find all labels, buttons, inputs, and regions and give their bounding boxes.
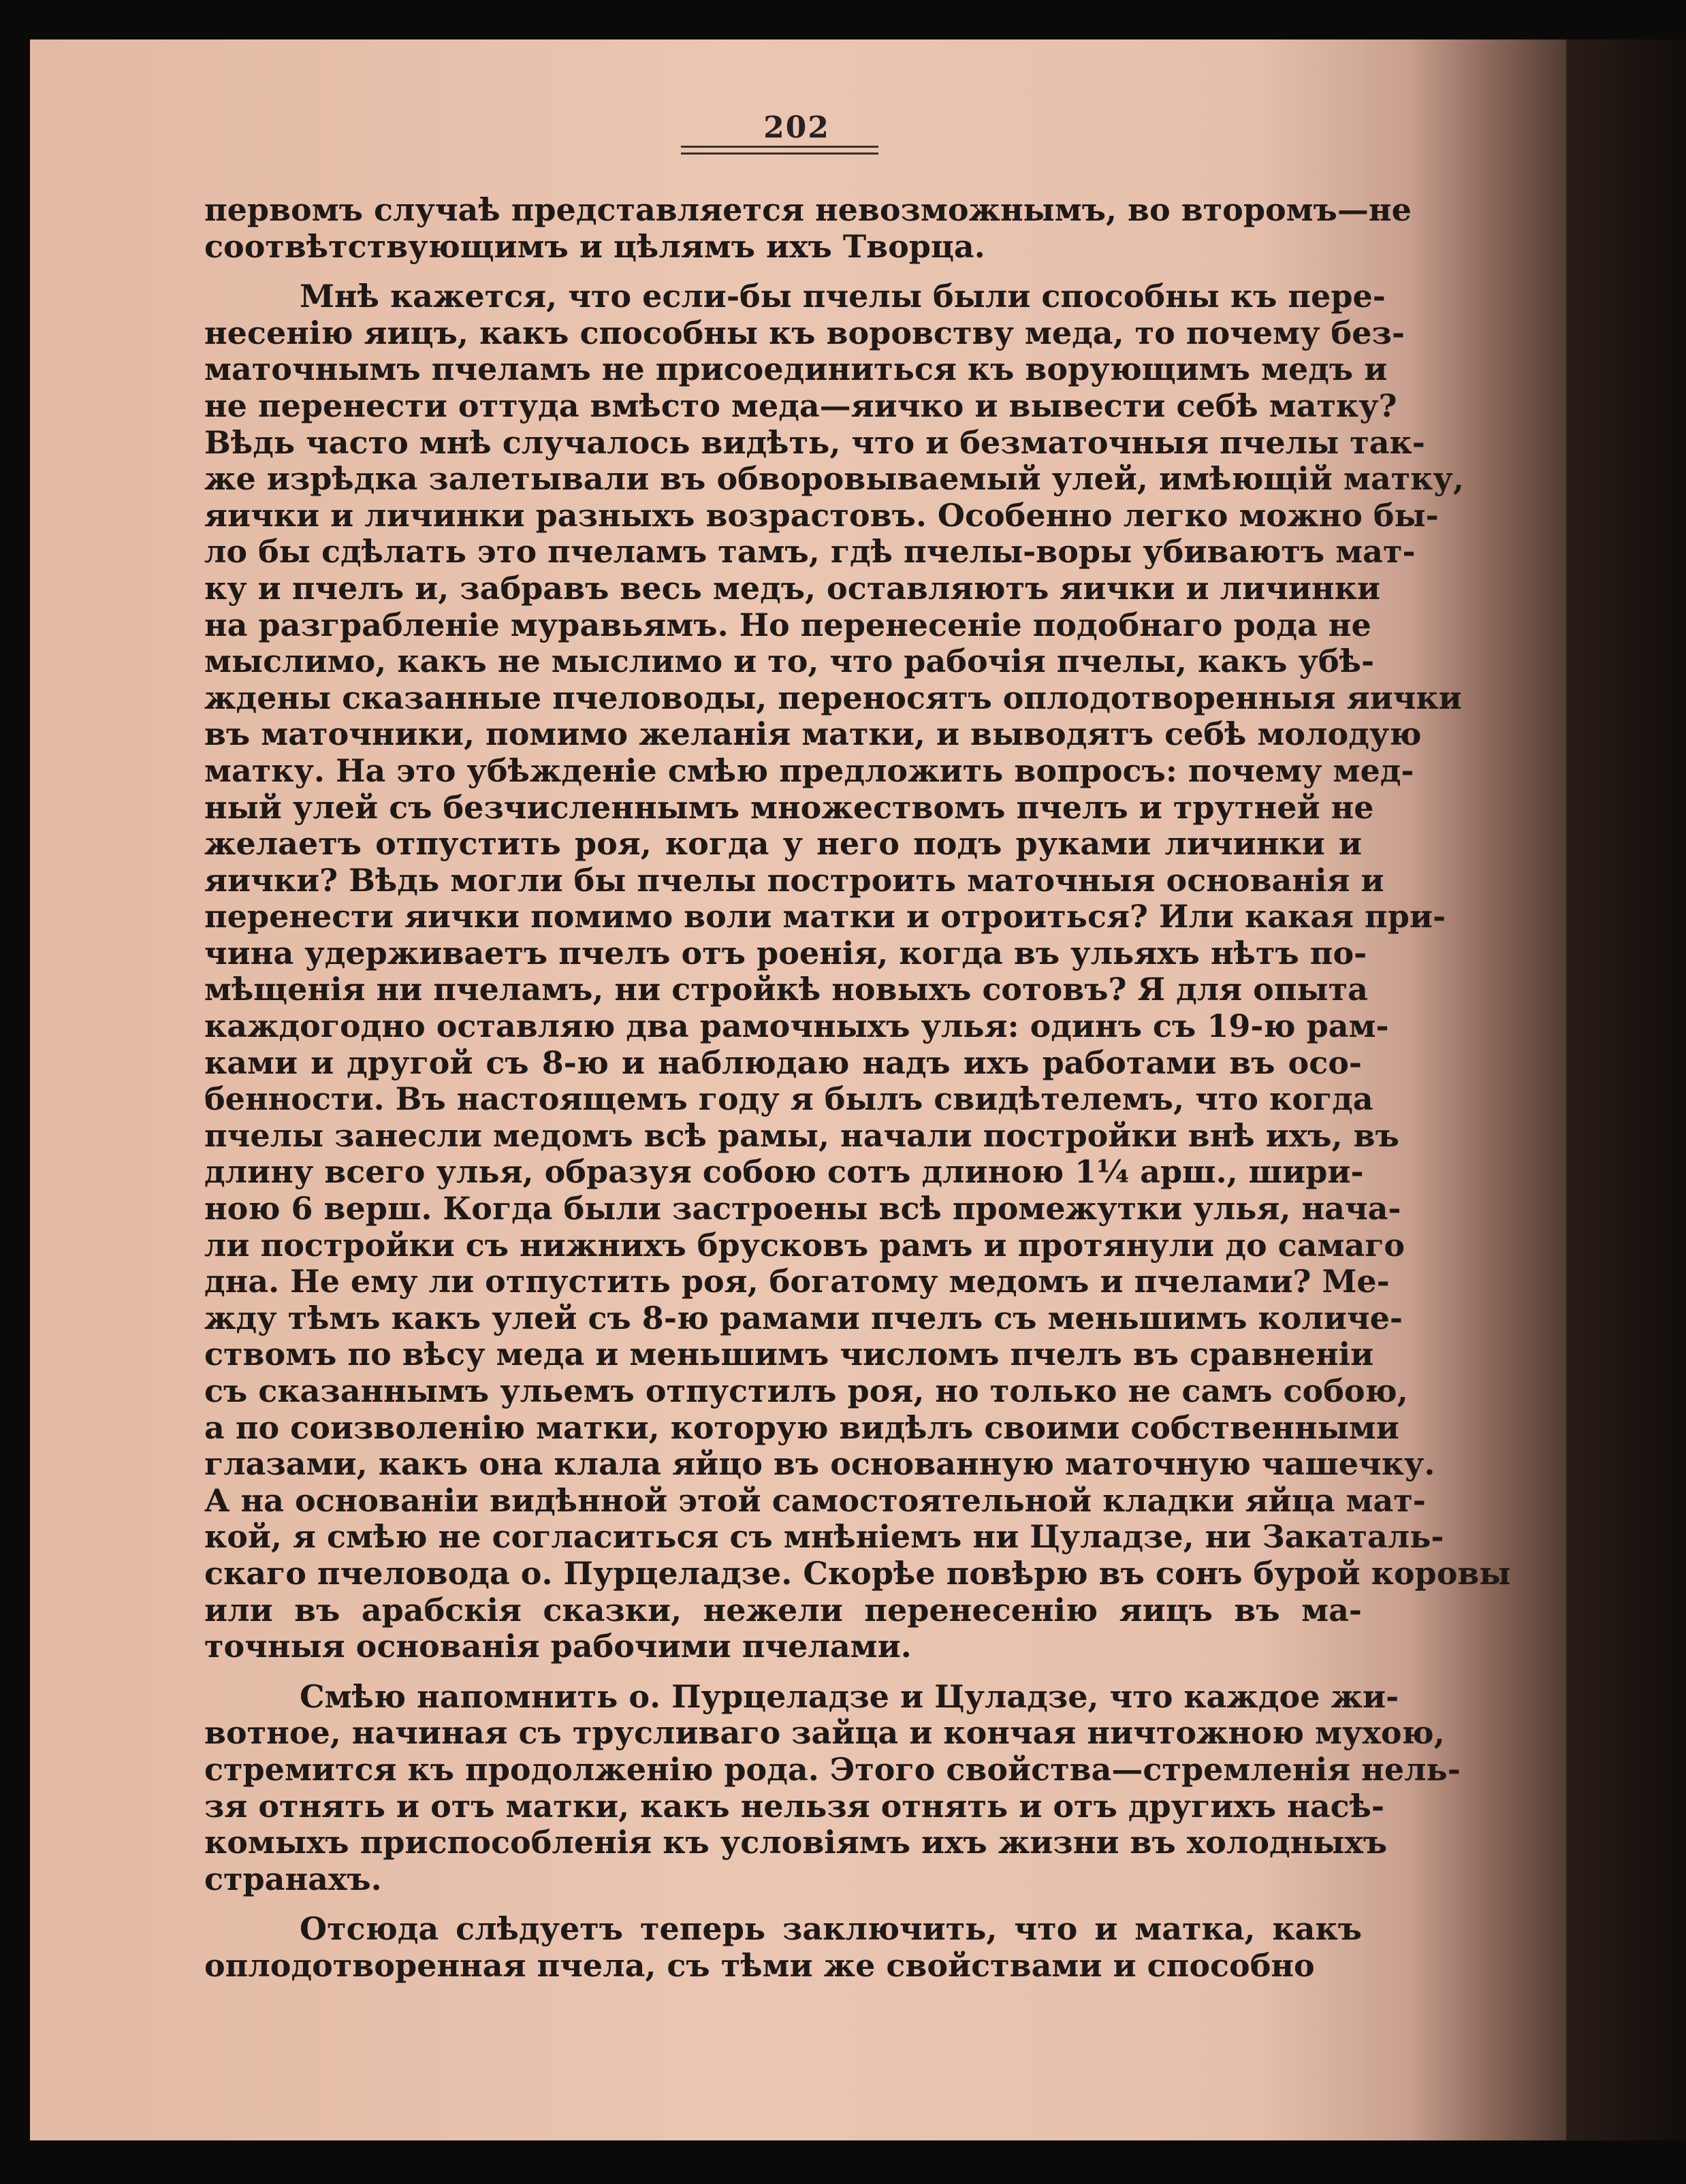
text-line: мѣщенія ни пчеламъ, ни стройкѣ новыхъ сотовъ? Я для опыта	[204, 971, 1368, 1008]
paragraph-gap	[204, 1665, 1362, 1679]
text-line: Смѣю напомнить о. Пурцеладзе и Цуладзе, что каждое жи-	[300, 1677, 1399, 1715]
text-line: скаго пчеловода о. Пурцеладзе. Скорѣе повѣрю въ сонъ бурой коровы	[204, 1554, 1511, 1592]
text-line: жду тѣмъ какъ улей съ 8-ю рамами пчелъ съ меньшимъ количе-	[204, 1299, 1403, 1336]
text-line: мыслимо, какъ не мыслимо и то, что рабочія пчелы, какъ убѣ-	[204, 643, 1375, 680]
paragraph	[204, 1911, 1362, 1984]
text-line: ку и пчелъ и, забравъ весь медъ, оставляютъ яички и личинки	[204, 569, 1380, 607]
paragraph	[204, 278, 1511, 1665]
text-line: или въ арабскія сказки, нежели перенесенію яицъ въ ма-	[204, 1591, 1362, 1628]
text-line: Мнѣ кажется, что если-бы пчелы были способны къ пере-	[300, 278, 1386, 315]
text-line: точныя основанія рабочими пчелами.	[204, 1628, 912, 1665]
text-line: въ маточники, помимо желанія матки, и выводятъ себѣ молодую	[204, 716, 1422, 753]
text-line: Вѣдь часто мнѣ случалось видѣть, что и безматочныя пчелы так-	[204, 423, 1425, 461]
text-line: ждены сказанные пчеловоды, переносятъ оплодотворенныя яички	[204, 679, 1462, 716]
text-line: же изрѣдка залетывали въ обворовываемый улей, имѣющій матку,	[204, 460, 1464, 498]
text-line: оплодотворенная пчела, съ тѣми же свойствами и способно	[204, 1946, 1315, 1984]
text-line: бенности. Въ настоящемъ году я былъ свидѣтелемъ, что когда	[204, 1080, 1373, 1118]
paragraph	[204, 1677, 1461, 1898]
text-line: ками и другой съ 8-ю и наблюдаю надъ ихъ работами въ осо-	[204, 1044, 1362, 1081]
text-line: комыхъ приспособленія къ условіямъ ихъ жизни въ холодныхъ	[204, 1824, 1388, 1861]
text-line: кой, я смѣю не согласиться съ мнѣніемъ ни Цуладзе, ни Закаталь-	[204, 1518, 1444, 1556]
text-line: вотное, начиная съ трусливаго зайца и кончая ничтожною мухою,	[204, 1714, 1445, 1752]
text-line: ствомъ по вѣсу меда и меньшимъ числомъ пчелъ въ сравненіи	[204, 1336, 1374, 1373]
text-line: матку. На это убѣжденіе смѣю предложить вопросъ: почему мед-	[204, 752, 1414, 789]
text-line: А на основаніи видѣнной этой самостоятельной кладки яйца мат-	[204, 1481, 1426, 1519]
paragraph-gap	[204, 1897, 1362, 1911]
paragraph-gap	[204, 265, 1362, 278]
text-line: соотвѣтствующимъ и цѣлямъ ихъ Творца.	[204, 227, 985, 265]
text-line: яички и личинки разныхъ возрастовъ. Особенно легко можно бы-	[204, 496, 1439, 534]
text-line: ною 6 верш. Когда были застроены всѣ промежутки улья, нача-	[204, 1190, 1401, 1227]
text-line: не перенести оттуда вмѣсто меда—яичко и вывести себѣ матку?	[204, 387, 1397, 424]
text-line: несенію яицъ, какъ способны къ воровству меда, то почему без-	[204, 314, 1405, 351]
text-line: яички? Вѣдь могли бы пчелы построить маточныя основанія и	[204, 861, 1384, 899]
text-line: ло бы сдѣлать это пчеламъ тамъ, гдѣ пчелы-воры убиваютъ мат-	[204, 533, 1416, 571]
text-line: дна. Не ему ли отпустить роя, богатому медомъ и пчелами? Ме-	[204, 1263, 1390, 1300]
text-line: желаетъ отпустить роя, когда у него подъ руками личинки и	[204, 825, 1362, 863]
paragraph	[204, 191, 1412, 265]
header-rule	[681, 146, 878, 148]
text-line: чина удерживаетъ пчелъ отъ роенія, когда въ ульяхъ нѣтъ по-	[204, 934, 1367, 971]
text-line: ли постройки съ нижнихъ брусковъ рамъ и протянули до самаго	[204, 1226, 1405, 1264]
text-line: на разграбленіе муравьямъ. Но перенесеніе подобнаго рода не	[204, 606, 1371, 643]
text-line: съ сказаннымъ ульемъ отпустилъ роя, но только не самъ собою,	[204, 1372, 1408, 1409]
text-line: длину всего улья, образуя собою сотъ длиною 1¼ арш., шири-	[204, 1153, 1364, 1191]
text-line: каждогодно оставляю два рамочныхъ улья: одинъ съ 19-ю рам-	[204, 1008, 1389, 1045]
text-line: ный улей съ безчисленнымъ множествомъ пчелъ и трутней не	[204, 788, 1374, 826]
page-edge-shadow	[1566, 39, 1686, 2140]
header-rule-second	[681, 152, 878, 155]
text-line: зя отнять и отъ матки, какъ нельзя отнять и отъ другихъ насѣ-	[204, 1787, 1385, 1825]
page-number: 202	[763, 110, 830, 145]
body-text	[204, 191, 1511, 1985]
text-line: стремится къ продолженію рода. Этого свойства—стремленія нель-	[204, 1750, 1461, 1788]
text-line: пчелы занесли медомъ всѣ рамы, начали постройки внѣ ихъ, въ	[204, 1117, 1399, 1154]
text-line: Отсюда слѣдуетъ теперь заключить, что и матка, какъ	[300, 1910, 1362, 1948]
text-line: перенести яички помимо воли матки и отроиться? Или какая при-	[204, 898, 1446, 935]
text-line: глазами, какъ она клала яйцо въ основанную маточную чашечку.	[204, 1445, 1435, 1483]
text-line: первомъ случаѣ представляется невозможнымъ, во второмъ—не	[204, 191, 1412, 228]
text-line: странахъ.	[204, 1860, 382, 1897]
text-line: маточнымъ пчеламъ не присоединиться къ ворующимъ медъ и	[204, 351, 1388, 388]
text-line: а по соизволенію матки, которую видѣлъ своими собственными	[204, 1409, 1399, 1446]
